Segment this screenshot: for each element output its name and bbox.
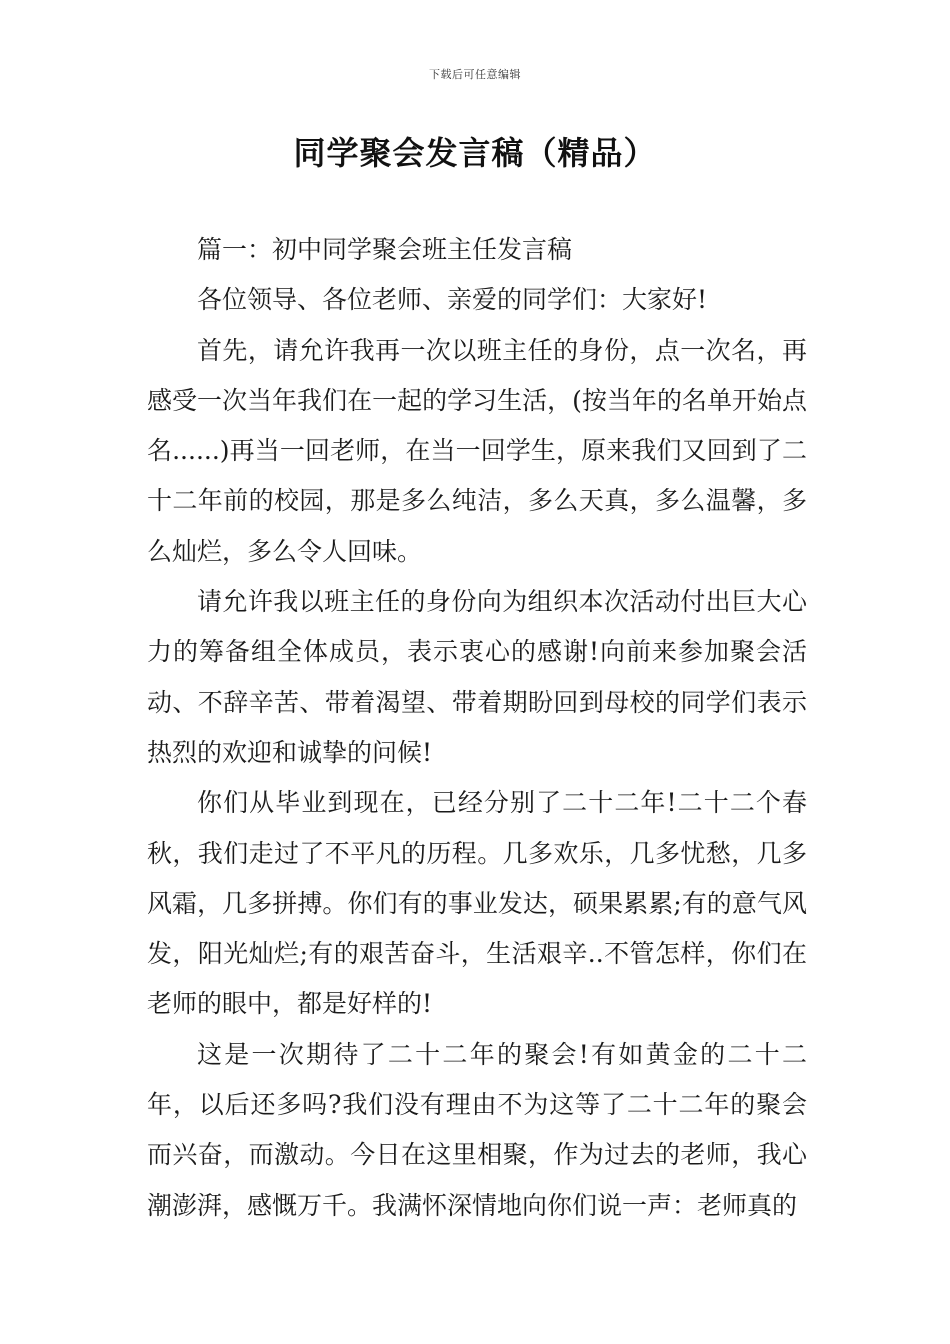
paragraph: 首先，请允许我再一次以班主任的身份，点一次名，再感受一次当年我们在一起的学习生活，(按当年的名单开始点名......)再当一回老师，在当一回学生，原来我们又回到了二十二年前的校园，那是多么纯洁，多么天真，多么温馨，多么灿烂，多么令人回味。 xyxy=(147,335,807,566)
paragraph-section-heading: 篇一：初中同学聚会班主任发言稿 xyxy=(197,235,573,264)
paragraph-greeting: 各位领导、各位老师、亲爱的同学们：大家好! xyxy=(197,285,708,315)
paragraph: 这是一次期待了二十二年的聚会!有如黄金的二十二年，以后还多吗?我们没有理由不为这等了二十二年的聚会而兴奋，而激动。今日在这里相聚，作为过去的老师，我心潮澎湃，感慨万千。我满怀深情地向你们说一声：老师真的 xyxy=(147,1039,807,1220)
document-title: 同学聚会发言稿（精品） xyxy=(293,134,657,172)
document-body xyxy=(147,225,807,1231)
paragraph: 你们从毕业到现在，已经分别了二十二年!二十二个春秋，我们走过了不平凡的历程。几多欢乐，几多忧愁，几多风霜，几多拼搏。你们有的事业发达，硕果累累;有的意气风发，阳光灿烂;有的艰苦奋斗，生活艰辛..不管怎样，你们在老师的眼中，都是好样的! xyxy=(147,788,807,1019)
header-note: 下载后可任意编辑 xyxy=(429,68,521,81)
paragraph: 请允许我以班主任的身份向为组织本次活动付出巨大心力的筹备组全体成员，表示衷心的感谢!向前来参加聚会活动、不辞辛苦、带着渴望、带着期盼回到母校的同学们表示热烈的欢迎和诚挚的问候! xyxy=(147,587,807,767)
